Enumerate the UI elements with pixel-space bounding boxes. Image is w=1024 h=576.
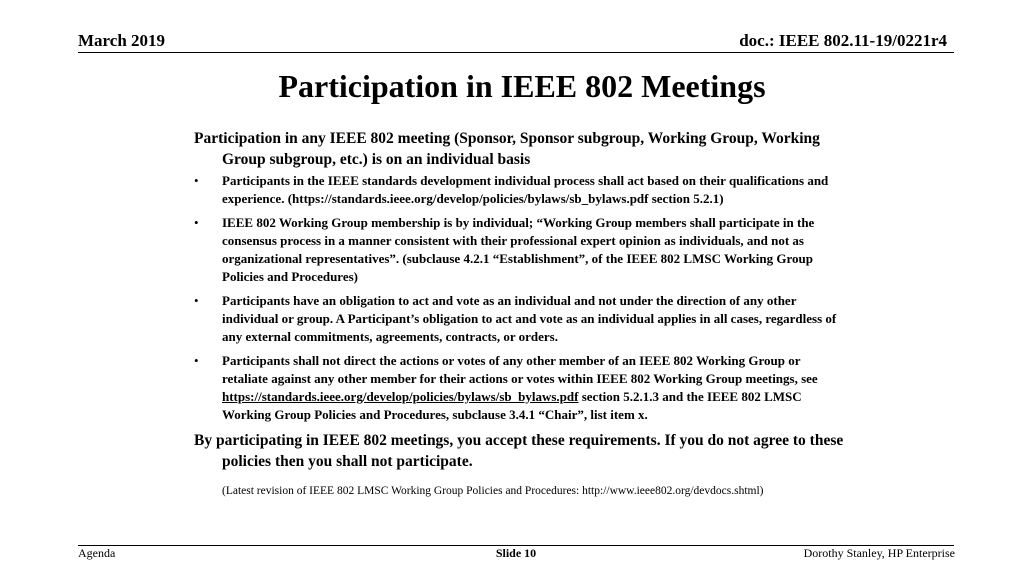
footer-author: Dorothy Stanley, HP Enterprise [803, 546, 955, 560]
bullet-text: IEEE 802 Working Group membership is by individual; “Working Group members shall participate in the consensus process in a manner consistent with their professional expert opinion as individuals, and not as organizational representatives”. (subclause 4.2.1 “Establishment”, of the IEEE 802 LMSC Working Group Policies and Procedures) [222, 215, 815, 284]
header-doc-id: doc.: IEEE 802.11-19/0221r4 [739, 31, 947, 50]
bullet-item [194, 214, 844, 286]
bullet-item [194, 292, 844, 346]
bylaws-link[interactable]: https://standards.ieee.org/develop/policies/bylaws/sb_bylaws.pdf [222, 389, 579, 404]
slide-title: Participation in IEEE 802 Meetings [278, 68, 766, 104]
revision-note: (Latest revision of IEEE 802 LMSC Working Group Policies and Procedures: http://www.ieee802.org/devdocs.shtml) [222, 485, 764, 497]
bullet-text: Participants have an obligation to act and vote as an individual and not under the direction of any other individual or group. A Participant’s obligation to act and vote as an individual applies in all cases, regardless of any external commitments, agreements, contracts, or orders. [222, 293, 837, 344]
intro-paragraph: Participation in any IEEE 802 meeting (Sponsor, Sponsor subgroup, Working Group, Working Group subgroup, etc.) is on an individual basis [194, 130, 820, 168]
closing-paragraph: By participating in IEEE 802 meetings, you accept these requirements. If you do not agree to these policies then you shall not participate. [194, 432, 844, 470]
header-divider [78, 52, 954, 53]
header-date: March 2019 [78, 31, 166, 50]
bullet-text: Participants in the IEEE standards development individual process shall act based on their qualifications and experience. (https://standards.ieee.org/develop/policies/bylaws/sb_bylaws.pdf section 5.2.1) [222, 173, 829, 206]
bullet-text-before-link: Participants shall not direct the actions or votes of any other member of an IEEE 802 Working Group or retaliate against any other member for their actions or votes within IEEE 802 Working Group meetings, see [222, 353, 818, 386]
bullet-text-after-link: section 5.2.1.3 and the IEEE 802 LMSC Working Group Policies and Procedures, subclause 3.4.1 “Chair”, list item x. [222, 389, 802, 422]
slide-number: Slide 10 [495, 546, 537, 560]
bullet-marker: • [194, 293, 199, 308]
footer-agenda: Agenda [78, 546, 116, 560]
bullet-marker: • [194, 215, 199, 230]
bullet-marker: • [194, 353, 199, 368]
bullet-item [194, 172, 844, 208]
slide-body [194, 128, 844, 498]
bullet-list [194, 172, 844, 424]
bullet-marker: • [194, 173, 199, 188]
bullet-item [194, 352, 844, 424]
